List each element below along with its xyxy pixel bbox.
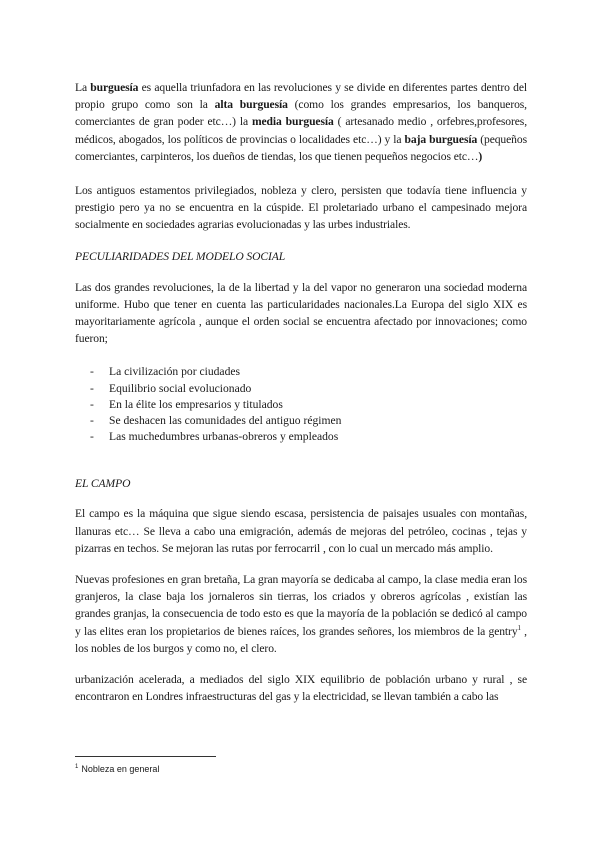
- paragraph-revoluciones: Las dos grandes revoluciones, la de la libertad y la del vapor no generaron una sociedad moderna uniforme. Hubo que tener en cuenta las particularidades nacionales.La Europa del siglo XIX es mayoritariamente agrícola , aunque el orden social se encuentra afectado por innovaciones; como fueron;: [75, 280, 527, 346]
- paragraph-burguesia: [75, 79, 527, 165]
- paragraph-urbanizacion: urbanización acelerada, a mediados del siglo XIX equilibrio de población urbano y rural , se encontraron en Londres infraestructuras del gas y la electricidad, se llevan también a cabo las: [75, 673, 527, 704]
- dash-bullet: -: [90, 414, 94, 428]
- text-run: ( artesanado medio , orfebres,profesores, médicos, abogados, los políticos de provincias o localidades etc…) y la: [75, 115, 527, 146]
- text-run: (como los grandes empresarios, los banqueros, comerciantes de gran poder etc…) la: [75, 98, 527, 129]
- footnote-reference[interactable]: 1: [517, 623, 521, 632]
- bold-term-media-burguesia: media burguesía: [251, 115, 334, 129]
- innovations-list: [75, 364, 527, 445]
- text-run: La: [75, 81, 91, 94]
- dash-bullet: -: [90, 381, 94, 395]
- list-item-text: La civilización por ciudades: [109, 365, 241, 379]
- footnote-text: Nobleza en general: [81, 764, 160, 774]
- bold-term-burguesia: burguesía: [90, 81, 139, 94]
- list-item: [75, 413, 527, 429]
- dash-bullet: -: [90, 397, 94, 411]
- bold-paren: ): [478, 149, 483, 163]
- paragraph-estamentos: Los antiguos estamentos privilegiados, nobleza y clero, persisten que todavía tiene influencia y prestigio pero ya no se encuentra en la cúspide. El proletariado urbano el campesinado mejora socialmente en sociedades agrarias evolucionadas y las urbes industriales.: [75, 184, 527, 232]
- heading-el-campo: EL CAMPO: [75, 477, 131, 491]
- text-run: Nuevas profesiones en gran bretaña, La gran mayoría se dedicaba al campo, la clase media eran los granjeros, la clase baja los jornaleros sin tierras, los criados y obreros agrícolas , existían las grandes granjas, la consecuencia de todo esto es que la mayoría de la población se dedicó al campo y las elites eran los propietarios de bienes raíces, los grandes señores, los miembros de la gentry: [75, 573, 527, 638]
- dash-bullet: -: [90, 430, 94, 444]
- footnote-separator: [75, 756, 216, 757]
- text-run: , los nobles de los burgos y como no, el clero.: [75, 624, 527, 655]
- list-item-text: Se deshacen las comunidades del antiguo régimen: [109, 414, 342, 428]
- paragraph-profesiones: [75, 571, 527, 657]
- dash-bullet: -: [90, 365, 94, 379]
- footnote: [75, 764, 159, 774]
- footnote-number: 1: [75, 764, 79, 770]
- list-item-text: En la élite los empresarios y titulados: [109, 397, 283, 411]
- document-page: [75, 79, 527, 705]
- list-item: [75, 381, 527, 397]
- bold-term-baja-burguesia: baja burguesía: [404, 132, 478, 146]
- paragraph-campo: El campo es la máquina que sigue siendo escasa, persistencia de paisajes usuales con montañas, llanuras etc… Se lleva a cabo una emigración, además de mejoras del petróleo, cocinas , tejas y pizarras en techos. Se mejoran las rutas por ferrocarril , con lo cual un mercado más amplio.: [75, 507, 527, 555]
- text-run: es aquella triunfadora en las revoluciones y se divide en diferentes partes dentro del propio grupo como son la: [75, 81, 527, 112]
- list-item: [75, 364, 527, 380]
- list-item: [75, 397, 527, 413]
- bold-term-alta-burguesia: alta burguesía: [214, 98, 288, 112]
- list-item: [75, 429, 527, 445]
- list-item-text: Las muchedumbres urbanas-obreros y empleados: [109, 430, 339, 444]
- text-run: (pequeños comerciantes, carpinteros, los dueños de tiendas, los que tienen pequeños negocios etc…: [75, 132, 527, 163]
- list-item-text: Equilibrio social evolucionado: [109, 381, 252, 395]
- heading-peculiaridades: PECULIARIDADES DEL MODELO SOCIAL: [75, 249, 286, 263]
